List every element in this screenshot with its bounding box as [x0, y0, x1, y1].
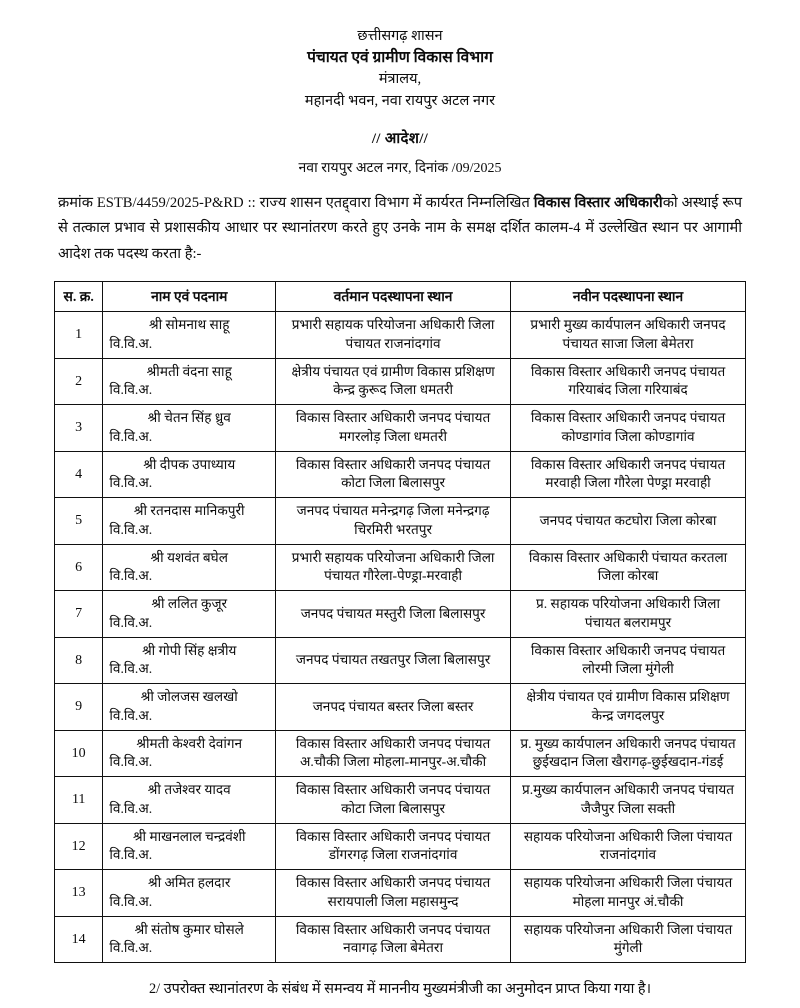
- footer-note: 2/ उपरोक्त स्थानांतरण के संबंध में समन्वय में माननीय मुख्यमंत्रीजी का अनुमोदन प्राप्त किया गया है।: [148, 981, 652, 998]
- cell-serial: 8: [55, 637, 103, 684]
- header-line-address: महानदी भवन, नवा रायपुर अटल नगर: [304, 92, 496, 109]
- officer-name-text: श्री सोमनाथ साहू: [149, 317, 230, 333]
- cell-current-posting: विकास विस्तार अधिकारी जनपद पंचायत अ.चौकी जिला मोहला-मानपुर-अ.चौकी: [276, 730, 511, 777]
- officer-designation-text: वि.वि.अ.: [109, 940, 153, 956]
- cell-new-posting: प्रभारी मुख्य कार्यपालन अधिकारी जनपद पंचायत साजा जिला बेमेतरा: [511, 312, 746, 359]
- cell-new-posting: विकास विस्तार अधिकारी जनपद पंचायत कोण्डागांव जिला कोण्डागांव: [511, 405, 746, 452]
- officer-designation-text: वि.वि.अ.: [109, 661, 153, 677]
- officer-name-text: श्री संतोष कुमार घोसले: [134, 921, 244, 937]
- cell-officer-name: [103, 823, 276, 870]
- officer-designation-text: वि.वि.अ.: [109, 475, 153, 491]
- officer-designation-text: वि.वि.अ.: [109, 847, 153, 863]
- cell-serial: 1: [55, 312, 103, 359]
- cell-officer-name: [103, 498, 276, 545]
- cell-current-posting: विकास विस्तार अधिकारी जनपद पंचायत कोटा जिला बिलासपुर: [276, 451, 511, 498]
- table-row: [55, 916, 746, 963]
- table-row: [55, 870, 746, 917]
- cell-new-posting: विकास विस्तार अधिकारी जनपद पंचायत लोरमी जिला मुंगेली: [511, 637, 746, 684]
- cell-current-posting: प्रभारी सहायक परियोजना अधिकारी जिला पंचायत गौरेला-पेण्ड्रा-मरवाही: [276, 544, 511, 591]
- table-row: [55, 591, 746, 638]
- officer-name-text: श्री माखनलाल चन्द्रवंशी: [132, 828, 246, 844]
- order-body-paragraph: [58, 191, 742, 268]
- cell-serial: 3: [55, 405, 103, 452]
- cell-serial: 7: [55, 591, 103, 638]
- cell-current-posting: जनपद पंचायत मस्तुरी जिला बिलासपुर: [276, 591, 511, 638]
- cell-officer-name: [103, 451, 276, 498]
- cell-officer-name: [103, 870, 276, 917]
- cell-new-posting: क्षेत्रीय पंचायत एवं ग्रामीण विकास प्रशिक्षण केन्द्र जगदलपुर: [511, 684, 746, 731]
- cell-new-posting: प्र. मुख्य कार्यपालन अधिकारी जनपद पंचायत छुईखदान जिला खैरागढ़-छुईखदान-गंडई: [511, 730, 746, 777]
- table-row: [55, 358, 746, 405]
- cell-new-posting: प्र.मुख्य कार्यपालन अधिकारी जनपद पंचायत जैजैपुर जिला सक्ती: [511, 777, 746, 824]
- cell-current-posting: विकास विस्तार अधिकारी जनपद पंचायत डोंगरगढ़ जिला राजनांदगांव: [276, 823, 511, 870]
- cell-new-posting: विकास विस्तार अधिकारी जनपद पंचायत गरियाबंद जिला गरियाबंद: [511, 358, 746, 405]
- table-row: [55, 823, 746, 870]
- cell-new-posting: सहायक परियोजना अधिकारी जिला पंचायत मुंगेली: [511, 916, 746, 963]
- officer-name-text: श्री तजेश्वर यादव: [147, 782, 231, 798]
- table-row: [55, 312, 746, 359]
- officer-name-text: श्री रतनदास मानिकपुरी: [133, 503, 245, 519]
- cell-current-posting: विकास विस्तार अधिकारी जनपद पंचायत नवागढ़ जिला बेमेतरा: [276, 916, 511, 963]
- table-row: [55, 637, 746, 684]
- cell-serial: 14: [55, 916, 103, 963]
- cell-current-posting: विकास विस्तार अधिकारी जनपद पंचायत सरायपाली जिला महासमुन्द: [276, 870, 511, 917]
- column-header-new-posting: नवीन पदस्थापना स्थान: [511, 282, 746, 312]
- cell-current-posting: जनपद पंचायत बस्तर जिला बस्तर: [276, 684, 511, 731]
- cell-officer-name: [103, 777, 276, 824]
- cell-officer-name: [103, 730, 276, 777]
- cell-new-posting: विकास विस्तार अधिकारी जनपद पंचायत मरवाही जिला गौरेला पेण्ड्रा मरवाही: [511, 451, 746, 498]
- column-header-serial: स. क्र.: [55, 282, 103, 312]
- officer-name-text: श्री दीपक उपाध्याय: [143, 456, 236, 472]
- cell-officer-name: [103, 916, 276, 963]
- cell-current-posting: प्रभारी सहायक परियोजना अधिकारी जिला पंचायत राजनांदगांव: [276, 312, 511, 359]
- table-row: [55, 544, 746, 591]
- order-reference-number: क्रमांक ESTB/4459/2025-P&RD :: राज्य शासन एतद्द्वारा विभाग में कार्यरत निम्नलिखित: [58, 194, 534, 211]
- officer-designation-text: वि.वि.अ.: [109, 614, 153, 630]
- officer-name-text: श्री जोलजस खलखो: [140, 689, 238, 705]
- cell-new-posting: विकास विस्तार अधिकारी पंचायत करतला जिला कोरबा: [511, 544, 746, 591]
- officer-name-text: श्री अमित हलदार: [148, 875, 231, 891]
- order-body-continued: को अस्थाई रूप से तत्काल प्रभाव से प्रशासकीय आधार पर स्थानांतरण करते हुए उनके नाम के समक्ष दर्शित कालम-4 में उल्लेखित स्थान पर आगामी आदेश तक पदस्थ करता है:-: [58, 194, 742, 262]
- order-title: // आदेश//: [371, 130, 429, 147]
- cell-new-posting: सहायक परियोजना अधिकारी जिला पंचायत राजनांदगांव: [511, 823, 746, 870]
- cell-current-posting: विकास विस्तार अधिकारी जनपद पंचायत मगरलोड़ जिला धमतरी: [276, 405, 511, 452]
- table-row: [55, 451, 746, 498]
- cell-serial: 2: [55, 358, 103, 405]
- officer-name-text: श्रीमती वंदना साहू: [146, 363, 232, 379]
- cell-serial: 9: [55, 684, 103, 731]
- cell-new-posting: सहायक परियोजना अधिकारी जिला पंचायत मोहला मानपुर अं.चौकी: [511, 870, 746, 917]
- cell-officer-name: [103, 684, 276, 731]
- officer-designation-text: वि.वि.अ.: [109, 428, 153, 444]
- document-header: [54, 26, 746, 112]
- table-row: [55, 498, 746, 545]
- cell-officer-name: [103, 405, 276, 452]
- table-row: [55, 684, 746, 731]
- table-row: [55, 405, 746, 452]
- officer-designation-text: वि.वि.अ.: [109, 893, 153, 909]
- cell-serial: 12: [55, 823, 103, 870]
- officer-designation-text: वि.वि.अ.: [109, 521, 153, 537]
- cell-serial: 6: [55, 544, 103, 591]
- officer-designation-text: वि.वि.अ.: [109, 382, 153, 398]
- cell-officer-name: [103, 358, 276, 405]
- transfer-table: [54, 281, 746, 963]
- cell-serial: 10: [55, 730, 103, 777]
- header-line-state: छत्तीसगढ़ शासन: [357, 28, 443, 44]
- officer-name-text: श्री गोपी सिंह क्षत्रीय: [142, 642, 237, 658]
- cell-serial: 13: [55, 870, 103, 917]
- cell-officer-name: [103, 591, 276, 638]
- officer-name-text: श्री ललित कुजूर: [151, 596, 228, 612]
- cell-officer-name: [103, 312, 276, 359]
- officer-designation-text: वि.वि.अ.: [109, 754, 153, 770]
- cell-officer-name: [103, 637, 276, 684]
- header-line-department: पंचायत एवं ग्रामीण विकास विभाग: [307, 49, 493, 67]
- cell-current-posting: जनपद पंचायत मनेन्द्रगढ़ जिला मनेन्द्रगढ़ चिरमिरी भरतपुर: [276, 498, 511, 545]
- officer-name-text: श्रीमती केश्वरी देवांगन: [136, 735, 243, 751]
- cell-new-posting: प्र. सहायक परियोजना अधिकारी जिला पंचायत बलरामपुर: [511, 591, 746, 638]
- cell-serial: 4: [55, 451, 103, 498]
- order-subject-bold: विकास विस्तार अधिकारी: [533, 194, 663, 211]
- cell-serial: 5: [55, 498, 103, 545]
- header-line-ministry: मंत्रालय,: [378, 71, 422, 88]
- column-header-name: नाम एवं पदनाम: [103, 282, 276, 312]
- cell-current-posting: जनपद पंचायत तखतपुर जिला बिलासपुर: [276, 637, 511, 684]
- cell-current-posting: क्षेत्रीय पंचायत एवं ग्रामीण विकास प्रशिक्षण केन्द्र कुरूद जिला धमतरी: [276, 358, 511, 405]
- officer-designation-text: वि.वि.अ.: [109, 800, 153, 816]
- cell-officer-name: [103, 544, 276, 591]
- officer-designation-text: वि.वि.अ.: [109, 335, 153, 351]
- cell-current-posting: विकास विस्तार अधिकारी जनपद पंचायत कोटा जिला बिलासपुर: [276, 777, 511, 824]
- cell-serial: 11: [55, 777, 103, 824]
- place-and-date: नवा रायपुर अटल नगर, दिनांक /09/2025: [298, 160, 502, 176]
- column-header-current-posting: वर्तमान पदस्थापना स्थान: [276, 282, 511, 312]
- officer-name-text: श्री यशवंत बघेल: [150, 549, 228, 565]
- table-header-row: [55, 282, 746, 312]
- table-row: [55, 730, 746, 777]
- officer-designation-text: वि.वि.अ.: [109, 568, 153, 584]
- officer-designation-text: वि.वि.अ.: [109, 707, 153, 723]
- officer-name-text: श्री चेतन सिंह ध्रुव: [147, 410, 231, 426]
- table-row: [55, 777, 746, 824]
- cell-new-posting: जनपद पंचायत कटघोरा जिला कोरबा: [511, 498, 746, 545]
